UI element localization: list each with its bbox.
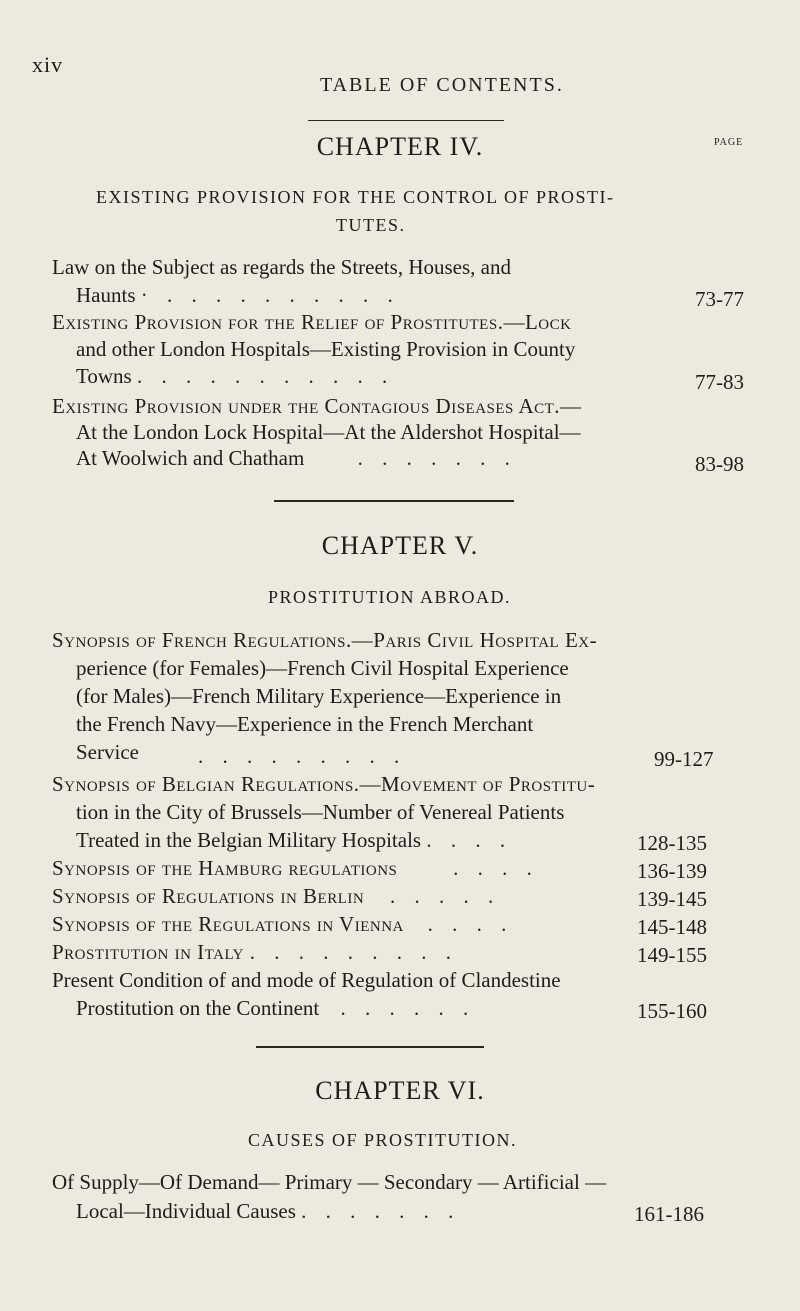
entry-pages: 136-139 [637, 859, 707, 883]
entry-line: the French Navy—Experience in the French Merchant [76, 712, 534, 736]
entry-line: Law on the Subject as regards the Streets, Houses, and [52, 255, 511, 279]
entry-pages: 73-77 [695, 287, 744, 311]
entry-line: Service [76, 740, 139, 764]
entry-pages: 161-186 [634, 1202, 704, 1226]
entry-line: Treated in the Belgian Military Hospitals . . . . [76, 828, 513, 852]
entry-line: Synopsis of French Regulations.—Paris Civil Hospital Ex- [52, 628, 598, 652]
entry-line: Prostitution on the Continent . . . . . . [76, 996, 476, 1020]
page-column-label: PAGE [714, 137, 744, 148]
chapter-4-subtitle-line-2: TUTES. [336, 215, 406, 235]
entry-pages: 128-135 [637, 831, 707, 855]
entry-line: Towns . . . . . . . . . . . [76, 364, 395, 388]
entry-pages: 155-160 [637, 999, 707, 1023]
entry-line: (for Males)—French Military Experience—Experience in [76, 684, 562, 708]
entry-pages: 139-145 [637, 887, 707, 911]
entry-line: At Woolwich and Chatham . . . . . . . [76, 446, 517, 470]
entry-line: perience (for Females)—French Civil Hospital Experience [76, 656, 569, 680]
leader-dots: . . . . . . . . . [198, 744, 407, 768]
entry-pages: 99-127 [654, 747, 714, 771]
chapter-6-subtitle: CAUSES OF PROSTITUTION. [248, 1130, 518, 1150]
entry-line: Local—Individual Causes . . . . . . . [76, 1199, 461, 1223]
entry-line: At the London Lock Hospital—At the Aldershot Hospital— [76, 420, 581, 444]
entry-line: Prostitution in Italy . . . . . . . . . [52, 940, 458, 964]
entry-line: tion in the City of Brussels—Number of Venereal Patients [76, 800, 565, 824]
entry-line: Synopsis of the Hamburg regulations . . . . [52, 856, 539, 880]
entry-pages: 77-83 [695, 370, 744, 394]
entry-line: and other London Hospitals—Existing Provision in County [76, 337, 576, 361]
entry-line: Synopsis of the Regulations in Vienna . . . . [52, 912, 514, 936]
chapter-4-title: CHAPTER IV. [316, 132, 484, 161]
section-divider [256, 1046, 484, 1048]
entry-line: Haunts · . . . . . . . . . . [76, 283, 400, 307]
entry-line: Existing Provision under the Contagious Diseases Act.— [52, 394, 582, 418]
entry-pages: 83-98 [695, 452, 744, 476]
entry-pages: 149-155 [637, 943, 707, 967]
entry-line: Synopsis of Regulations in Berlin . . . . . [52, 884, 501, 908]
chapter-5-title: CHAPTER V. [321, 531, 479, 560]
section-divider [274, 500, 514, 502]
entry-line: Of Supply—Of Demand— Primary — Secondary — Artificial — [52, 1170, 607, 1194]
entry-line: Present Condition of and mode of Regulation of Clandestine [52, 968, 561, 992]
chapter-5-subtitle: PROSTITUTION ABROAD. [268, 587, 512, 607]
entry-line: Synopsis of Belgian Regulations.—Movement of Prostitu- [52, 772, 596, 796]
header-rule [308, 120, 504, 121]
chapter-4-subtitle-line-1: EXISTING PROVISION FOR THE CONTROL OF PROSTI- [96, 187, 615, 207]
entry-pages: 145-148 [637, 915, 707, 939]
running-title: TABLE OF CONTENTS. [320, 74, 564, 96]
page-number: xiv [32, 52, 64, 77]
entry-line: Existing Provision for the Relief of Prostitutes.—Lock [52, 310, 572, 334]
chapter-6-title: CHAPTER VI. [315, 1076, 485, 1105]
